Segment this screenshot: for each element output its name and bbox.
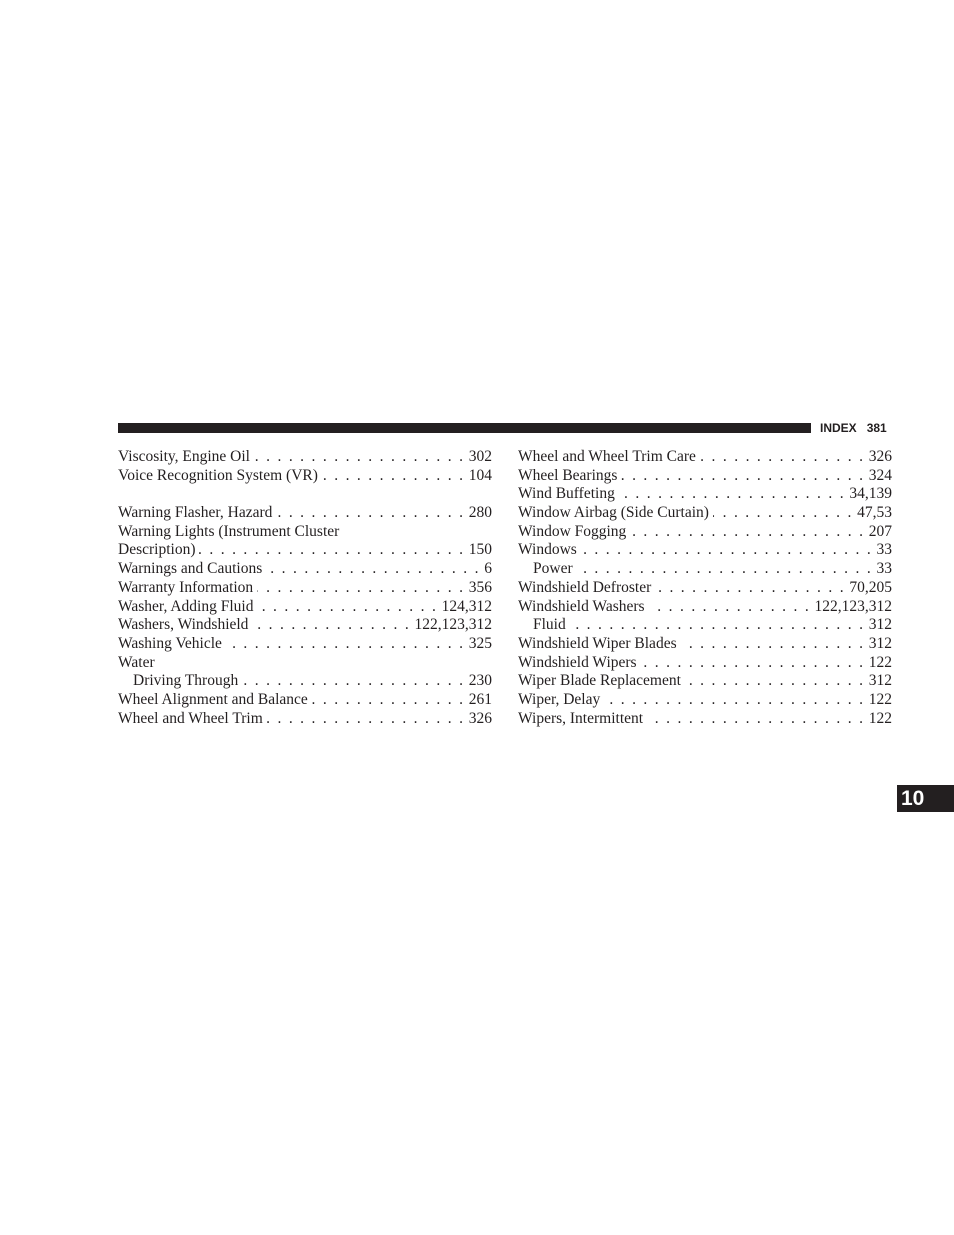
index-entry <box>518 598 892 617</box>
entry-term: Windshield Washers <box>518 597 645 615</box>
dot-leader <box>312 691 465 710</box>
dot-leader <box>655 579 845 598</box>
entry-term: Washers, Windshield <box>118 616 249 634</box>
entry-term: Wheel and Wheel Trim <box>118 709 263 727</box>
dot-leader <box>257 598 437 617</box>
index-subentry <box>118 672 492 691</box>
dot-leader <box>685 672 865 691</box>
index-entry <box>118 467 492 486</box>
entry-term: Window Airbag (Side Curtain) <box>518 504 709 522</box>
running-header <box>820 420 887 436</box>
index-subentry <box>518 560 892 579</box>
entry-page-ref: 325 <box>468 634 492 652</box>
dot-leader <box>581 541 873 560</box>
page-number: 381 <box>866 421 887 435</box>
dot-leader <box>713 504 853 523</box>
dot-leader <box>630 523 864 542</box>
entry-page-ref: 33 <box>876 560 892 578</box>
index-entry <box>518 710 892 729</box>
index-entry <box>118 598 492 617</box>
entry-term: Fluid <box>533 616 566 634</box>
entry-page-ref: 312 <box>868 616 892 634</box>
index-entry <box>118 635 492 654</box>
index-entry <box>518 541 892 560</box>
dot-leader <box>242 672 465 691</box>
dot-leader <box>621 467 864 486</box>
index-entry <box>518 691 892 710</box>
entry-page-ref: 104 <box>468 466 492 484</box>
index-entry <box>118 523 492 542</box>
entry-page-ref: 6 <box>484 560 492 578</box>
entry-term: Wheel Bearings <box>518 466 618 484</box>
entry-page-ref: 356 <box>468 578 492 596</box>
entry-term: Warnings and Cautions <box>118 560 263 578</box>
entry-term: Power <box>533 560 573 578</box>
entry-term: Wiper Blade Replacement <box>518 672 681 690</box>
entry-page-ref: 312 <box>868 634 892 652</box>
entry-term: Viscosity, Engine Oil <box>118 448 250 465</box>
index-entry <box>518 523 892 542</box>
entry-page-ref: 326 <box>868 448 892 465</box>
entry-term: Warning Lights (Instrument Cluster <box>118 522 340 540</box>
entry-term: Wheel Alignment and Balance <box>118 690 308 708</box>
index-entry <box>518 672 892 691</box>
entry-page-ref: 122 <box>868 653 892 671</box>
entry-page-ref: 122 <box>868 709 892 727</box>
index-entry <box>118 710 492 729</box>
entry-page-ref: 122 <box>868 690 892 708</box>
entry-term: Description) <box>118 541 196 559</box>
index-column-left <box>118 448 492 728</box>
index-entry <box>518 448 892 467</box>
entry-page-ref: 122,123,312 <box>814 597 892 615</box>
dot-leader <box>199 541 464 560</box>
index-entry <box>118 654 492 673</box>
index-entry <box>518 467 892 486</box>
entry-page-ref: 122,123,312 <box>414 616 492 634</box>
entry-term: Washer, Adding Fluid <box>118 597 254 615</box>
entry-term: Wiper, Delay <box>518 690 601 708</box>
index-entry <box>118 616 492 635</box>
index-entry <box>518 654 892 673</box>
entry-page-ref: 70,205 <box>849 578 892 596</box>
entry-term: Window Fogging <box>518 522 627 540</box>
index-entry <box>518 635 892 654</box>
index-entry <box>118 541 492 560</box>
dot-leader <box>700 448 865 467</box>
section-title: INDEX <box>820 421 857 435</box>
entry-term: Water <box>118 653 155 671</box>
entry-term: Windshield Wipers <box>518 653 637 671</box>
dot-leader <box>267 710 465 729</box>
entry-page-ref: 124,312 <box>441 597 492 615</box>
dot-leader <box>641 654 865 673</box>
dot-leader <box>619 485 846 504</box>
dot-leader <box>226 635 465 654</box>
dot-leader <box>254 448 465 467</box>
chapter-tab: 10 <box>897 785 954 812</box>
dot-leader <box>604 691 865 710</box>
entry-term: Warning Flasher, Hazard <box>118 504 273 522</box>
index-subentry <box>518 616 892 635</box>
entry-term: Washing Vehicle <box>118 634 222 652</box>
entry-page-ref: 47,53 <box>857 504 892 522</box>
dot-leader <box>252 616 410 635</box>
entry-page-ref: 150 <box>468 541 492 559</box>
entry-page-ref: 280 <box>468 504 492 522</box>
entry-term: Wheel and Wheel Trim Care <box>518 448 696 465</box>
index-entry <box>518 485 892 504</box>
dot-leader <box>276 504 464 523</box>
dot-leader <box>257 579 465 598</box>
index-entry <box>118 579 492 598</box>
entry-term: Wipers, Intermittent <box>518 709 644 727</box>
entry-term: Windshield Wiper Blades <box>518 634 677 652</box>
entry-term: Wind Buffeting <box>518 485 615 503</box>
index-column-right <box>518 448 892 728</box>
entry-page-ref: 34,139 <box>849 485 892 503</box>
entry-page-ref: 230 <box>468 672 492 690</box>
entry-page-ref: 302 <box>468 448 492 465</box>
entry-page-ref: 207 <box>868 522 892 540</box>
dot-leader <box>577 560 873 579</box>
entry-term: Windshield Defroster <box>518 578 652 596</box>
index-entry <box>118 691 492 710</box>
entry-page-ref: 326 <box>468 709 492 727</box>
index-entry <box>118 448 492 467</box>
entry-page-ref: 312 <box>868 672 892 690</box>
dot-leader <box>649 598 811 617</box>
entry-term: Warranty Information <box>118 578 254 596</box>
dot-leader <box>570 616 865 635</box>
index-spacer <box>118 485 492 504</box>
entry-term: Windows <box>518 541 577 559</box>
dot-leader <box>647 710 865 729</box>
entry-page-ref: 324 <box>868 466 892 484</box>
header-rule <box>118 423 811 433</box>
dot-leader <box>322 467 465 486</box>
index-entry <box>118 560 492 579</box>
dot-leader <box>266 560 480 579</box>
entry-term: Voice Recognition System (VR) <box>118 466 318 484</box>
index-entry <box>518 504 892 523</box>
dot-leader <box>681 635 865 654</box>
index-entry <box>518 579 892 598</box>
entry-term: Driving Through <box>133 672 239 690</box>
entry-page-ref: 33 <box>876 541 892 559</box>
entry-page-ref: 261 <box>468 690 492 708</box>
index-entry <box>118 504 492 523</box>
